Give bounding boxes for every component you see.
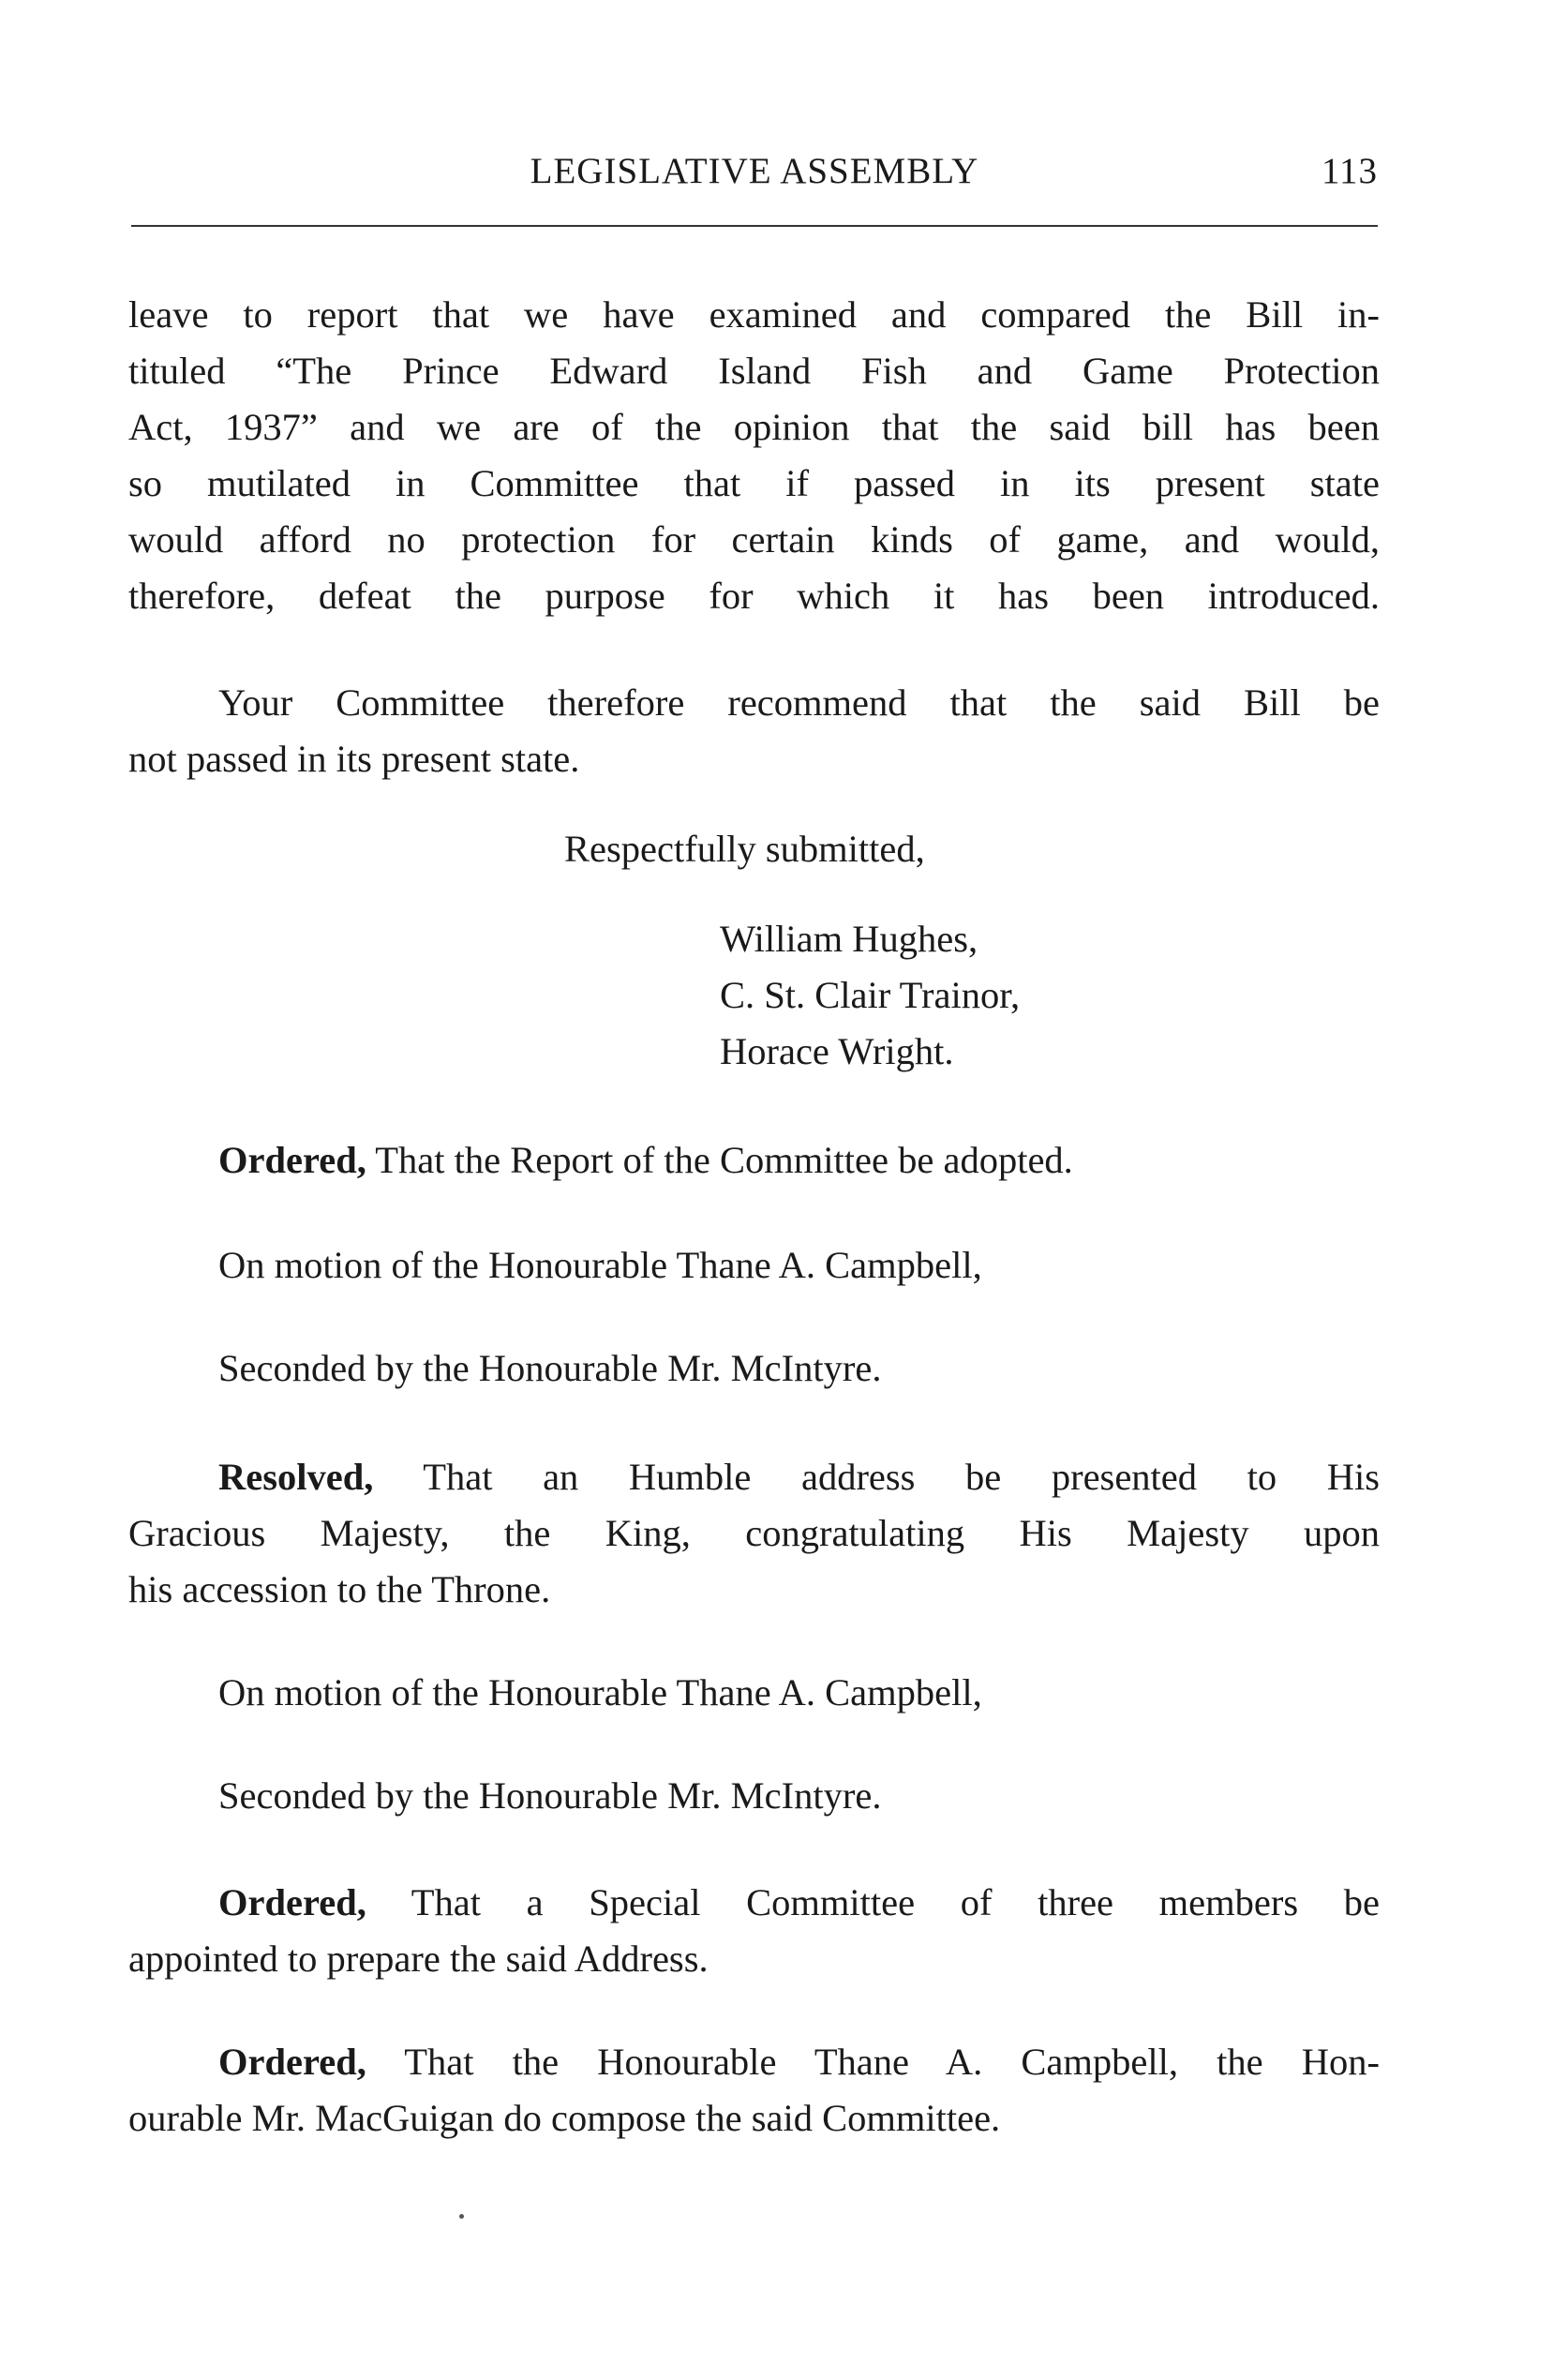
recommendation-line: not passed in its present state. [128, 738, 580, 780]
entry-text: That a Special Committee of three members be [411, 1881, 1380, 1923]
recommendation-line: Your Committee therefore recommend that the said Bill be [218, 681, 1380, 724]
running-title: LEGISLATIVE ASSEMBLY [530, 151, 979, 191]
report-line: therefore, defeat the purpose for which it has been introduced. [128, 575, 1380, 617]
entry-lead: Resolved, [218, 1456, 374, 1498]
entry-text: That an Humble address be presented to His [423, 1456, 1380, 1498]
entry-text: That the Report of the Committee be adopted. [375, 1139, 1073, 1181]
resolution-line: his accession to the Throne. [128, 1568, 551, 1610]
closing-salutation: Respectfully submitted, [564, 828, 925, 870]
entry-lead: Ordered, [218, 1139, 366, 1181]
header-rule [131, 225, 1378, 227]
entry-lead: Ordered, [218, 2041, 366, 2083]
signatory: C. St. Clair Trainor, [720, 974, 1021, 1016]
report-line: so mutilated in Committee that if passed in its present state [128, 462, 1380, 504]
signatory: Horace Wright. [720, 1030, 954, 1072]
order-line: ourable Mr. MacGuigan do compose the said Committee. [128, 2097, 1001, 2139]
seconded-line: Seconded by the Honourable Mr. McIntyre. [218, 1347, 882, 1389]
page-number: 113 [1321, 151, 1378, 191]
entry-text: That the Honourable Thane A. Campbell, the Hon- [404, 2041, 1380, 2083]
entry-lead: Ordered, [218, 1881, 366, 1923]
report-line: would afford no protection for certain kinds of game, and would, [128, 518, 1380, 561]
report-line: tituled “The Prince Edward Island Fish and Game Protection [128, 350, 1380, 392]
motion-line: On motion of the Honourable Thane A. Campbell, [218, 1244, 982, 1286]
order-committee-composition [218, 2034, 1380, 2090]
signatory: William Hughes, [720, 918, 978, 960]
seconded-line: Seconded by the Honourable Mr. McIntyre. [218, 1774, 882, 1817]
print-speck [459, 2214, 464, 2219]
resolution-line [218, 1449, 1380, 1505]
report-line: leave to report that we have examined and compared the Bill in- [128, 293, 1380, 336]
report-line: Act, 1937” and we are of the opinion that the said bill has been [128, 406, 1380, 448]
resolution-line: Gracious Majesty, the King, congratulating His Majesty upon [128, 1512, 1380, 1554]
order-adopt-report [218, 1132, 1380, 1189]
running-head [131, 150, 1378, 206]
order-special-committee [218, 1875, 1380, 1931]
motion-line: On motion of the Honourable Thane A. Campbell, [218, 1671, 982, 1713]
order-line: appointed to prepare the said Address. [128, 1938, 709, 1980]
